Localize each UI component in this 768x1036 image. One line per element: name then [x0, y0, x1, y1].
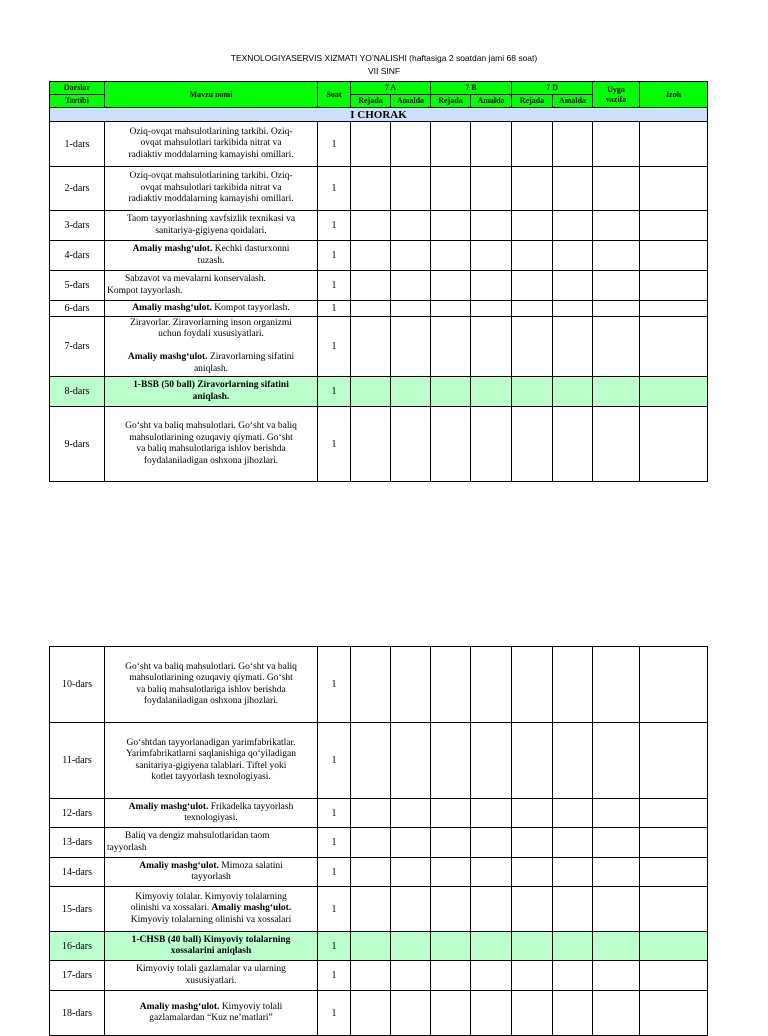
lesson-number: 11-dars: [50, 723, 105, 799]
lesson-hours: 1: [318, 858, 351, 887]
header-tartibi: Tartibi: [50, 95, 105, 108]
lesson-hours: 1: [318, 211, 351, 241]
lesson-topic: 1-BSB (50 ball) Ziravorlarning sifatini aniqlash.: [105, 377, 318, 407]
table-row: [50, 858, 708, 887]
lesson-hours: 1: [318, 167, 351, 211]
lesson-topic: Go‘sht va baliq mahsulotlari. Go‘sht va baliq mahsulotlarining ozuqaviy qiymati. Go‘sht va baliq mahsulotlariga ishlov berishda foydalaniladigan oshxona jihozlari.: [105, 647, 318, 723]
table-row: [50, 167, 708, 211]
table-row: [50, 301, 708, 317]
table-row: [50, 799, 708, 828]
table-row: [50, 211, 708, 241]
lesson-topic: Taom tayyorlashning xavfsizlik texnikasi va sanitariya-gigiyena qoidalari.: [105, 211, 318, 241]
lesson-hours: 1: [318, 887, 351, 932]
table-row: [50, 271, 708, 301]
lesson-number: 13-dars: [50, 828, 105, 858]
lesson-number: 1-dars: [50, 122, 105, 167]
lesson-number: 17-dars: [50, 961, 105, 991]
header-uyga-vazifa: Uyga vazifa: [593, 82, 640, 108]
table-row-assessment: [50, 932, 708, 961]
header-class-7a: 7 A: [351, 82, 431, 95]
lesson-number: 4-dars: [50, 241, 105, 271]
lesson-hours: 1: [318, 301, 351, 317]
lesson-number: 12-dars: [50, 799, 105, 828]
lesson-hours: 1: [318, 723, 351, 799]
table-row: [50, 317, 708, 377]
header-class-7d: 7 D: [512, 82, 593, 95]
lesson-hours: 1: [318, 799, 351, 828]
lesson-topic: Amaliy mashg‘ulot. Kechki dasturxonni tuzash.: [105, 241, 318, 271]
lesson-hours: 1: [318, 317, 351, 377]
header-mavzu: Mavzu nomi: [105, 82, 318, 108]
header-amalda: Amalda: [391, 95, 431, 108]
lesson-hours: 1: [318, 828, 351, 858]
header-darslar: Darslar: [50, 82, 105, 95]
header-amalda: Amalda: [553, 95, 593, 108]
table-row: [50, 887, 708, 932]
section-title: I CHORAK: [50, 108, 708, 122]
lesson-number: 16-dars: [50, 932, 105, 961]
lesson-number: 5-dars: [50, 271, 105, 301]
header-rejada: Rejada: [512, 95, 553, 108]
lesson-number: 2-dars: [50, 167, 105, 211]
lesson-number: 6-dars: [50, 301, 105, 317]
lesson-number: 7-dars: [50, 317, 105, 377]
lesson-topic: Sabzavot va mevalarni konservalash. Kompot tayyorlash.: [105, 271, 318, 301]
lesson-topic: Ziravorlar. Ziravorlarning inson organizmi uchun foydali xususiyatlari. Amaliy mashg‘ulot. Ziravorlarning sifatini aniqlash.: [105, 317, 318, 377]
lesson-number: 14-dars: [50, 858, 105, 887]
lesson-hours: 1: [318, 961, 351, 991]
document-title: TEXNOLOGIYASERVIS XIZMATI YO’NALISHI (haftasiga 2 soatdan jami 68 soat): [230, 53, 538, 63]
table-row: [50, 723, 708, 799]
lesson-hours: 1: [318, 271, 351, 301]
lesson-number: 9-dars: [50, 407, 105, 482]
lesson-hours: 1: [318, 241, 351, 271]
grade-label: VII SINF: [367, 66, 401, 76]
lesson-number: 3-dars: [50, 211, 105, 241]
lesson-hours: 1: [318, 932, 351, 961]
header-izoh: Izoh: [640, 82, 708, 108]
lesson-topic: Amaliy mashg‘ulot. Kimyoviy tolali gazlamalardan “Kuz ne’matlari”: [105, 991, 318, 1036]
lesson-topic: Go‘sht va baliq mahsulotlari. Go‘sht va baliq mahsulotlarining ozuqaviy qiymati. Go‘sht va baliq mahsulotlariga ishlov berishda foydalaniladigan oshxona jihozlari.: [105, 407, 318, 482]
lesson-hours: 1: [318, 377, 351, 407]
table-row-assessment: [50, 377, 708, 407]
table-row: [50, 961, 708, 991]
header-class-7b: 7 B: [431, 82, 512, 95]
table-row: [50, 122, 708, 167]
lesson-topic: 1-CHSB (40 ball) Kimyoviy tolalarning xossalarini aniqlash: [105, 932, 318, 961]
lesson-plan-table-page-1: [49, 81, 708, 482]
header-amalda: Amalda: [471, 95, 512, 108]
lesson-topic: Amaliy mashg‘ulot. Frikadelka tayyorlash texnologiyasi.: [105, 799, 318, 828]
lesson-hours: 1: [318, 407, 351, 482]
lesson-topic: Kimyoviy tolalar. Kimyoviy tolalarning olinishi va xossalari. Amaliy mashg‘ulot. Kimyoviy tolalarning olinishi va xossalari: [105, 887, 318, 932]
header-rejada: Rejada: [431, 95, 471, 108]
table-row: [50, 991, 708, 1036]
lesson-hours: 1: [318, 122, 351, 167]
lesson-topic: Oziq-ovqat mahsulotlarining tarkibi. Oziq- ovqat mahsulotlari tarkibida nitrat va radiaktiv moddalarning kamayishi omillari.: [105, 122, 318, 167]
header-rejada: Rejada: [351, 95, 391, 108]
table-row: [50, 828, 708, 858]
lesson-plan-table-page-2: [49, 646, 708, 1036]
table-row: [50, 241, 708, 271]
lesson-number: 8-dars: [50, 377, 105, 407]
lesson-number: 15-dars: [50, 887, 105, 932]
header-soat: Soat: [318, 82, 351, 108]
lesson-hours: 1: [318, 991, 351, 1036]
lesson-topic: Oziq-ovqat mahsulotlarining tarkibi. Oziq- ovqat mahsulotlari tarkibida nitrat va radiaktiv moddalarning kamayishi omillari.: [105, 167, 318, 211]
lesson-topic: Go‘shtdan tayyorlanadigan yarimfabrikatlar. Yarimfabrikatlarni saqlanishiga qo‘yiladigan sanitariya-gigiyena talablari. Tiftel yoki kotlet tayyorlash texnologiyasi.: [105, 723, 318, 799]
table-row: [50, 647, 708, 723]
lesson-number: 18-dars: [50, 991, 105, 1036]
lesson-number: 10-dars: [50, 647, 105, 723]
lesson-topic: Kimyoviy tolali gazlamalar va ularning xususiyatlari.: [105, 961, 318, 991]
table-row: [50, 407, 708, 482]
lesson-topic: Amaliy mashg‘ulot. Kompot tayyorlash.: [105, 301, 318, 317]
lesson-topic: Baliq va dengiz mahsulotlaridan taom tayyorlash: [105, 828, 318, 858]
lesson-hours: 1: [318, 647, 351, 723]
lesson-topic: Amaliy mashg‘ulot. Mimoza salatini tayyorlash: [105, 858, 318, 887]
